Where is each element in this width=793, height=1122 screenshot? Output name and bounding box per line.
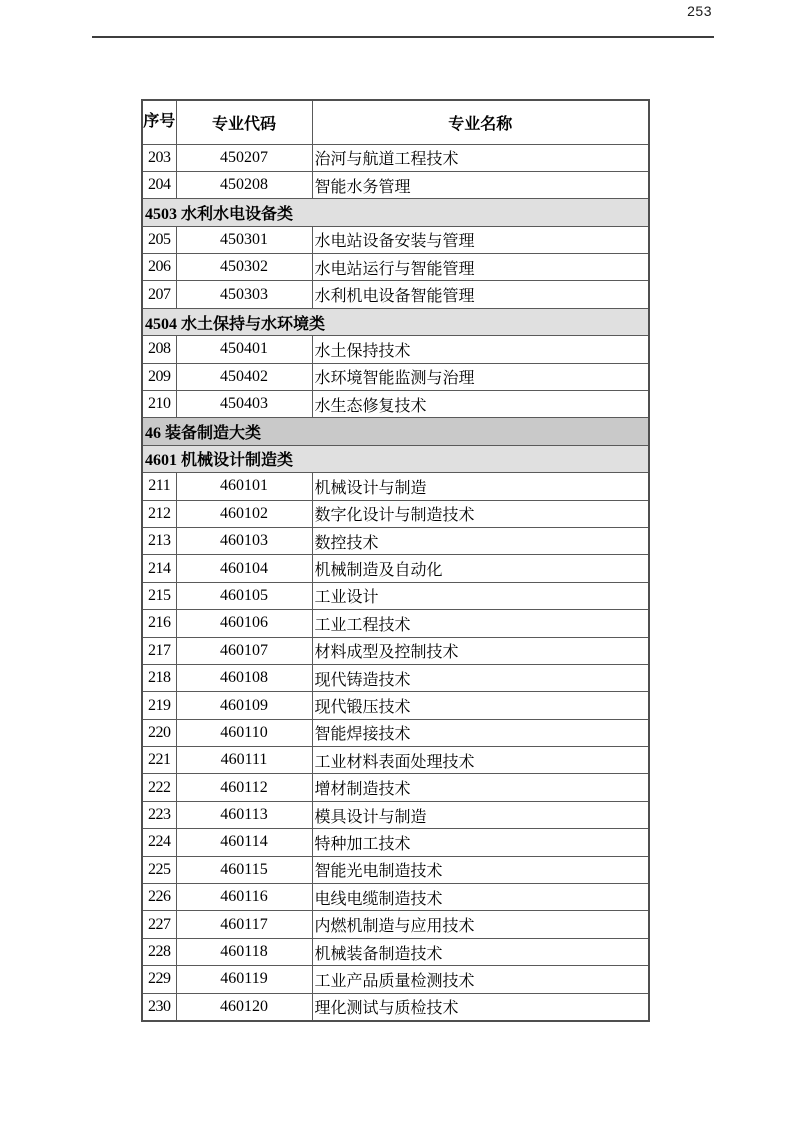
code-cell: 460108 — [176, 664, 312, 691]
table-row — [142, 993, 649, 1020]
name-cell: 工业产品质量检测技术 — [312, 966, 649, 993]
code-cell: 460107 — [176, 637, 312, 664]
section-label: 46 装备制造大类 — [142, 418, 649, 445]
name-cell: 水土保持技术 — [312, 336, 649, 363]
code-cell: 450207 — [176, 144, 312, 171]
table-row — [142, 719, 649, 746]
name-cell: 智能焊接技术 — [312, 719, 649, 746]
header-rule — [92, 36, 714, 38]
code-cell: 450208 — [176, 171, 312, 198]
column-header-code: 专业代码 — [176, 100, 312, 144]
code-cell: 460111 — [176, 747, 312, 774]
no-cell: 207 — [142, 281, 176, 308]
section-row — [142, 199, 649, 226]
page-number: 253 — [687, 3, 712, 19]
section-row — [142, 445, 649, 472]
no-cell: 220 — [142, 719, 176, 746]
section-label: 4503 水利水电设备类 — [142, 199, 649, 226]
no-cell: 227 — [142, 911, 176, 938]
name-cell: 数控技术 — [312, 527, 649, 554]
code-cell: 460112 — [176, 774, 312, 801]
no-cell: 205 — [142, 226, 176, 253]
code-cell: 460115 — [176, 856, 312, 883]
table-row — [142, 938, 649, 965]
code-cell: 460106 — [176, 610, 312, 637]
table-row — [142, 336, 649, 363]
name-cell: 水生态修复技术 — [312, 391, 649, 418]
section-row — [142, 418, 649, 445]
name-cell: 智能光电制造技术 — [312, 856, 649, 883]
table-row — [142, 610, 649, 637]
no-cell: 211 — [142, 473, 176, 500]
table-header-row — [142, 100, 649, 144]
name-cell: 工业工程技术 — [312, 610, 649, 637]
table-row — [142, 856, 649, 883]
name-cell: 智能水务管理 — [312, 171, 649, 198]
name-cell: 机械装备制造技术 — [312, 938, 649, 965]
table-row — [142, 637, 649, 664]
name-cell: 数字化设计与制造技术 — [312, 500, 649, 527]
name-cell: 工业设计 — [312, 582, 649, 609]
no-cell: 229 — [142, 966, 176, 993]
code-cell: 450402 — [176, 363, 312, 390]
name-cell: 水电站设备安装与管理 — [312, 226, 649, 253]
name-cell: 模具设计与制造 — [312, 801, 649, 828]
no-cell: 223 — [142, 801, 176, 828]
code-cell: 450303 — [176, 281, 312, 308]
column-header-no: 序号 — [142, 100, 176, 144]
table-row — [142, 829, 649, 856]
table-row — [142, 555, 649, 582]
name-cell: 治河与航道工程技术 — [312, 144, 649, 171]
no-cell: 217 — [142, 637, 176, 664]
name-cell: 材料成型及控制技术 — [312, 637, 649, 664]
table-row — [142, 966, 649, 993]
no-cell: 203 — [142, 144, 176, 171]
section-label: 4504 水土保持与水环境类 — [142, 308, 649, 335]
no-cell: 204 — [142, 171, 176, 198]
code-cell: 460103 — [176, 527, 312, 554]
major-code-table — [141, 99, 650, 1022]
code-cell: 450403 — [176, 391, 312, 418]
section-row — [142, 308, 649, 335]
code-cell: 460101 — [176, 473, 312, 500]
major-table-body — [142, 144, 649, 1021]
table-row — [142, 500, 649, 527]
no-cell: 209 — [142, 363, 176, 390]
name-cell: 工业材料表面处理技术 — [312, 747, 649, 774]
name-cell: 特种加工技术 — [312, 829, 649, 856]
name-cell: 现代锻压技术 — [312, 692, 649, 719]
name-cell: 水利机电设备智能管理 — [312, 281, 649, 308]
table-row — [142, 801, 649, 828]
no-cell: 230 — [142, 993, 176, 1020]
code-cell: 450401 — [176, 336, 312, 363]
code-cell: 460102 — [176, 500, 312, 527]
table-row — [142, 473, 649, 500]
table-row — [142, 391, 649, 418]
no-cell: 216 — [142, 610, 176, 637]
table-row — [142, 226, 649, 253]
table-row — [142, 664, 649, 691]
name-cell: 内燃机制造与应用技术 — [312, 911, 649, 938]
no-cell: 213 — [142, 527, 176, 554]
no-cell: 224 — [142, 829, 176, 856]
column-header-name: 专业名称 — [312, 100, 649, 144]
no-cell: 214 — [142, 555, 176, 582]
section-label: 4601 机械设计制造类 — [142, 445, 649, 472]
code-cell: 460117 — [176, 911, 312, 938]
code-cell: 460114 — [176, 829, 312, 856]
table-row — [142, 527, 649, 554]
name-cell: 水电站运行与智能管理 — [312, 254, 649, 281]
table-row — [142, 144, 649, 171]
code-cell: 460119 — [176, 966, 312, 993]
table-row — [142, 363, 649, 390]
no-cell: 218 — [142, 664, 176, 691]
no-cell: 206 — [142, 254, 176, 281]
table-row — [142, 582, 649, 609]
code-cell: 460116 — [176, 884, 312, 911]
no-cell: 215 — [142, 582, 176, 609]
code-cell: 450301 — [176, 226, 312, 253]
no-cell: 208 — [142, 336, 176, 363]
table-row — [142, 774, 649, 801]
code-cell: 460120 — [176, 993, 312, 1020]
table-row — [142, 747, 649, 774]
no-cell: 225 — [142, 856, 176, 883]
table-row — [142, 692, 649, 719]
name-cell: 理化测试与质检技术 — [312, 993, 649, 1020]
table-header — [142, 100, 649, 144]
table-row — [142, 911, 649, 938]
no-cell: 228 — [142, 938, 176, 965]
table-row — [142, 281, 649, 308]
code-cell: 460118 — [176, 938, 312, 965]
no-cell: 219 — [142, 692, 176, 719]
no-cell: 222 — [142, 774, 176, 801]
table-row — [142, 254, 649, 281]
table-row — [142, 171, 649, 198]
name-cell: 增材制造技术 — [312, 774, 649, 801]
code-cell: 460104 — [176, 555, 312, 582]
name-cell: 电线电缆制造技术 — [312, 884, 649, 911]
no-cell: 226 — [142, 884, 176, 911]
name-cell: 水环境智能监测与治理 — [312, 363, 649, 390]
code-cell: 460110 — [176, 719, 312, 746]
code-cell: 460105 — [176, 582, 312, 609]
code-cell: 450302 — [176, 254, 312, 281]
name-cell: 机械制造及自动化 — [312, 555, 649, 582]
code-cell: 460113 — [176, 801, 312, 828]
name-cell: 现代铸造技术 — [312, 664, 649, 691]
no-cell: 212 — [142, 500, 176, 527]
no-cell: 210 — [142, 391, 176, 418]
table-row — [142, 884, 649, 911]
no-cell: 221 — [142, 747, 176, 774]
name-cell: 机械设计与制造 — [312, 473, 649, 500]
code-cell: 460109 — [176, 692, 312, 719]
